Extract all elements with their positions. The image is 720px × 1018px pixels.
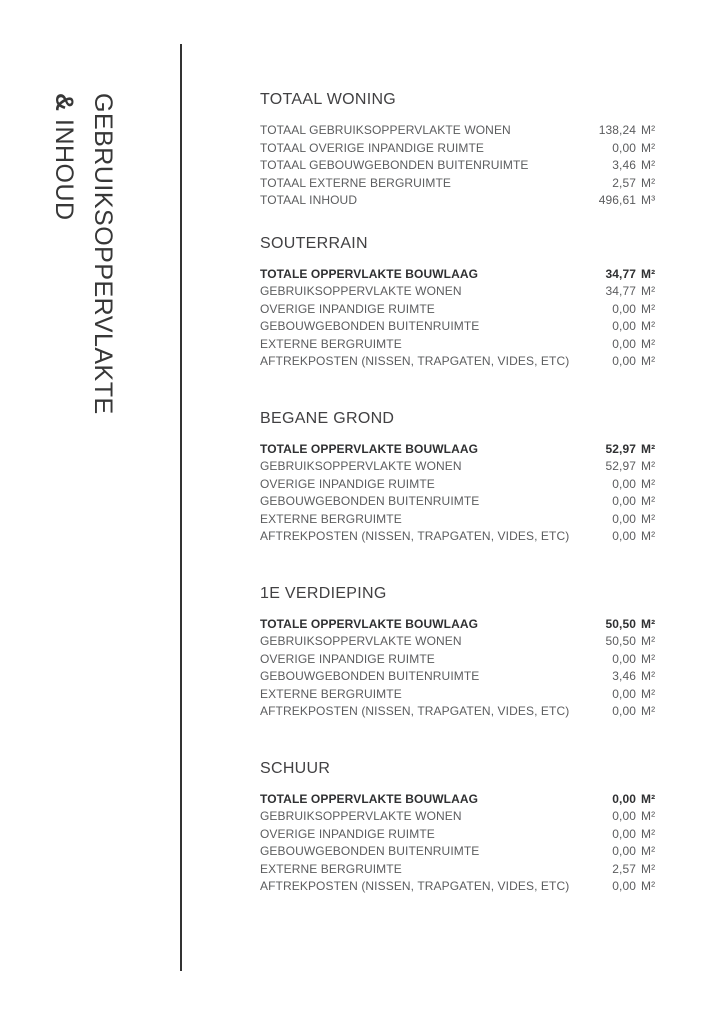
row-unit: M²	[641, 809, 656, 823]
row-unit: M²	[641, 879, 656, 893]
row-unit: M²	[641, 826, 656, 841]
row-unit: M²	[641, 266, 656, 281]
row-unit: M³	[641, 193, 656, 207]
table-row	[260, 353, 657, 371]
row-unit: M²	[641, 354, 656, 368]
row-value: 50,50	[605, 616, 636, 631]
table-row	[260, 861, 657, 879]
table-row	[260, 476, 657, 494]
row-value: 0,00	[612, 319, 636, 333]
row-unit: M²	[641, 459, 656, 473]
row-label: GEBOUWGEBONDEN BUITENRUIMTE	[260, 319, 480, 333]
row-label: GEBRUIKSOPPERVLAKTE WONEN	[260, 809, 462, 823]
row-label: AFTREKPOSTEN (NISSEN, TRAPGATEN, VIDES, ETC)	[260, 704, 570, 718]
row-unit: M²	[641, 158, 656, 172]
row-unit: M²	[641, 634, 656, 648]
sidebar-vertical-title	[44, 93, 122, 415]
table-row	[260, 878, 657, 896]
row-label: GEBOUWGEBONDEN BUITENRUIMTE	[260, 669, 480, 683]
row-label: TOTAAL EXTERNE BERGRUIMTE	[260, 175, 451, 190]
row-unit: M²	[641, 704, 656, 718]
row-label: TOTAAL INHOUD	[260, 193, 358, 207]
table-row	[260, 441, 657, 459]
row-value: 2,57	[612, 861, 636, 876]
row-value: 52,97	[605, 441, 636, 456]
row-value: 138,24	[598, 123, 636, 137]
row-label: TOTALE OPPERVLAKTE BOUWLAAG	[260, 441, 479, 456]
row-label: OVERIGE INPANDIGE RUIMTE	[260, 826, 435, 841]
row-value: 3,46	[612, 158, 636, 172]
row-unit: M²	[641, 476, 656, 491]
row-label: TOTAAL OVERIGE INPANDIGE RUIMTE	[260, 140, 485, 155]
row-value: 0,00	[612, 354, 636, 368]
section-title: BEGANE GROND	[260, 409, 395, 427]
row-value: 0,00	[612, 494, 636, 508]
row-value: 50,50	[605, 634, 636, 648]
report-section	[260, 92, 657, 210]
table-row	[260, 140, 657, 158]
table-row	[260, 301, 657, 319]
table-row	[260, 511, 657, 529]
table-row	[260, 318, 657, 336]
row-value: 0,00	[612, 511, 636, 526]
row-value: 0,00	[612, 844, 636, 858]
row-value: 0,00	[612, 686, 636, 701]
row-unit: M²	[641, 511, 656, 526]
row-label: OVERIGE INPANDIGE RUIMTE	[260, 651, 435, 666]
row-label: AFTREKPOSTEN (NISSEN, TRAPGATEN, VIDES, ETC)	[260, 529, 570, 543]
table-row	[260, 668, 657, 686]
table-row	[260, 791, 657, 809]
row-label: OVERIGE INPANDIGE RUIMTE	[260, 476, 435, 491]
section-rows	[260, 441, 657, 546]
table-row	[260, 528, 657, 546]
row-unit: M²	[641, 861, 656, 876]
row-unit: M²	[641, 669, 656, 683]
content	[260, 92, 657, 936]
row-label: TOTAAL GEBRUIKSOPPERVLAKTE WONEN	[260, 123, 511, 137]
vertical-title-line2-text: INHOUD	[50, 119, 78, 221]
row-unit: M²	[641, 791, 656, 806]
section-title: TOTAAL WONING	[260, 91, 397, 108]
row-unit: M²	[641, 616, 656, 631]
row-label: TOTALE OPPERVLAKTE BOUWLAAG	[260, 791, 479, 806]
table-row	[260, 192, 657, 210]
table-row	[260, 458, 657, 476]
row-label: TOTALE OPPERVLAKTE BOUWLAAG	[260, 266, 479, 281]
table-row	[260, 493, 657, 511]
row-unit: M²	[641, 175, 656, 190]
table-row	[260, 633, 657, 651]
table-row	[260, 336, 657, 354]
row-value: 496,61	[598, 193, 636, 207]
table-row	[260, 843, 657, 861]
row-value: 0,00	[612, 476, 636, 491]
row-unit: M²	[641, 336, 656, 351]
row-unit: M²	[641, 284, 656, 298]
section-title: 1E VERDIEPING	[260, 584, 387, 602]
row-value: 0,00	[612, 529, 636, 543]
row-label: TOTALE OPPERVLAKTE BOUWLAAG	[260, 616, 479, 631]
table-row	[260, 703, 657, 721]
table-row	[260, 122, 657, 140]
row-value: 34,77	[605, 266, 636, 281]
report-section	[260, 411, 657, 546]
section-title: SOUTERRAIN	[260, 234, 368, 252]
row-label: EXTERNE BERGRUIMTE	[260, 686, 402, 701]
row-label: GEBRUIKSOPPERVLAKTE WONEN	[260, 459, 462, 473]
table-row	[260, 651, 657, 669]
table-row	[260, 808, 657, 826]
row-label: EXTERNE BERGRUIMTE	[260, 861, 402, 876]
row-label: AFTREKPOSTEN (NISSEN, TRAPGATEN, VIDES, ETC)	[260, 879, 570, 893]
row-value: 3,46	[612, 669, 636, 683]
row-unit: M²	[641, 441, 656, 456]
table-row	[260, 826, 657, 844]
row-value: 0,00	[612, 301, 636, 316]
section-rows	[260, 122, 657, 210]
report-section	[260, 236, 657, 371]
row-label: GEBOUWGEBONDEN BUITENRUIMTE	[260, 494, 480, 508]
row-unit: M²	[641, 140, 656, 155]
row-unit: M²	[641, 301, 656, 316]
row-value: 2,57	[612, 175, 636, 190]
row-unit: M²	[641, 319, 656, 333]
row-unit: M²	[641, 686, 656, 701]
table-row	[260, 283, 657, 301]
vertical-title-line2	[44, 93, 83, 415]
section-rows	[260, 266, 657, 371]
row-label: GEBOUWGEBONDEN BUITENRUIMTE	[260, 844, 480, 858]
row-unit: M²	[641, 651, 656, 666]
row-value: 0,00	[612, 704, 636, 718]
row-label: EXTERNE BERGRUIMTE	[260, 336, 402, 351]
row-value: 0,00	[612, 651, 636, 666]
section-rows	[260, 616, 657, 721]
table-row	[260, 686, 657, 704]
row-unit: M²	[641, 123, 656, 137]
table-row	[260, 616, 657, 634]
row-value: 0,00	[612, 336, 636, 351]
table-row	[260, 175, 657, 193]
row-unit: M²	[641, 844, 656, 858]
section-title: SCHUUR	[260, 759, 331, 777]
row-unit: M²	[641, 529, 656, 543]
row-label: AFTREKPOSTEN (NISSEN, TRAPGATEN, VIDES, ETC)	[260, 354, 570, 368]
vertical-divider-line	[180, 44, 182, 971]
report-section	[260, 586, 657, 721]
row-value: 52,97	[605, 459, 636, 473]
table-row	[260, 157, 657, 175]
row-value: 0,00	[612, 809, 636, 823]
ampersand-glyph: &	[50, 93, 78, 112]
row-label: EXTERNE BERGRUIMTE	[260, 511, 402, 526]
row-value: 0,00	[612, 791, 636, 806]
vertical-title-line1: GEBRUIKSOPPERVLAKTE	[89, 93, 117, 415]
row-label: GEBRUIKSOPPERVLAKTE WONEN	[260, 634, 462, 648]
row-label: TOTAAL GEBOUWGEBONDEN BUITENRUIMTE	[260, 158, 529, 172]
row-value: 0,00	[612, 879, 636, 893]
row-label: GEBRUIKSOPPERVLAKTE WONEN	[260, 284, 462, 298]
table-row	[260, 266, 657, 284]
row-label: OVERIGE INPANDIGE RUIMTE	[260, 301, 435, 316]
section-rows	[260, 791, 657, 896]
row-value: 0,00	[612, 826, 636, 841]
row-value: 34,77	[605, 284, 636, 298]
report-section	[260, 761, 657, 896]
row-value: 0,00	[612, 140, 636, 155]
row-unit: M²	[641, 494, 656, 508]
